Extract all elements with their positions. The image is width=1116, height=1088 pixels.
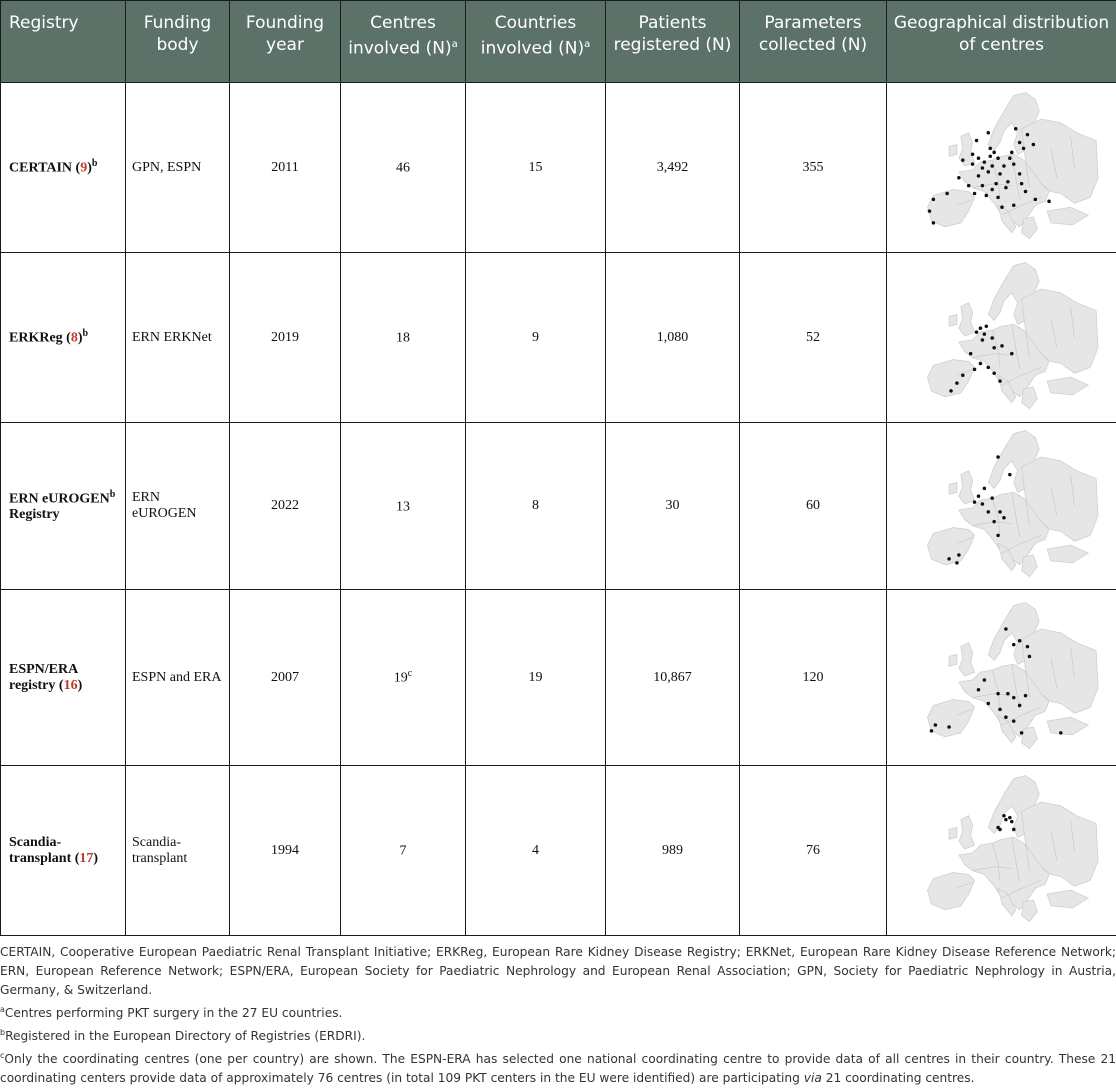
table-row (1, 423, 1116, 590)
centre-dot (1047, 199, 1051, 203)
centre-dot (1010, 150, 1014, 154)
cell-registry: Scandia-transplant (17) (1, 766, 126, 936)
centre-dot (968, 351, 972, 355)
centre-dot (947, 557, 951, 561)
centre-dot (998, 379, 1002, 383)
centre-dot (1019, 731, 1023, 735)
centre-dot (1021, 146, 1025, 150)
cell-patients: 10,867 (606, 590, 740, 766)
centre-dot (961, 158, 965, 162)
europe-map-icon (904, 771, 1100, 931)
centre-dot (1000, 205, 1004, 209)
centre-dot (996, 455, 1000, 459)
cell-founding-year: 1994 (230, 766, 341, 936)
centre-dot (1033, 197, 1037, 201)
centre-dot (1025, 132, 1029, 136)
centre-dot (996, 534, 1000, 538)
centre-dot (1027, 654, 1031, 658)
cell-parameters: 355 (740, 83, 887, 253)
cell-map (887, 766, 1116, 936)
centre-dot (955, 561, 959, 565)
centre-dot (1008, 473, 1012, 477)
centre-dot (947, 725, 951, 729)
cell-patients: 3,492 (606, 83, 740, 253)
cell-funding-body: ERN ERKNet (126, 253, 230, 423)
centre-dot (986, 701, 990, 705)
centre-dot (1017, 638, 1021, 642)
centre-dot (1000, 344, 1004, 348)
table-footnotes (0, 943, 1116, 1088)
centre-dot (955, 381, 959, 385)
map-landmass (958, 302, 974, 335)
europe-map-icon (904, 258, 1100, 418)
centre-dot (966, 183, 970, 187)
table-row (1, 253, 1116, 423)
map-landmass (1021, 555, 1037, 577)
centre-dot (978, 326, 982, 330)
map-landmass (958, 132, 974, 165)
map-landmass (1047, 545, 1088, 563)
reference-link[interactable]: 8 (70, 330, 78, 346)
map-landmass (958, 815, 974, 848)
map-landmass (1021, 727, 1037, 749)
centre-dot (1013, 127, 1017, 131)
map-landmass (949, 827, 957, 839)
centre-dot (1002, 516, 1006, 520)
centre-dot (949, 389, 953, 393)
centre-dot (961, 373, 965, 377)
cell-founding-year: 2019 (230, 253, 341, 423)
centre-dot (990, 496, 994, 500)
header-patients-registered: Patients registered (N) (606, 1, 740, 83)
cell-founding-year: 2011 (230, 83, 341, 253)
cell-funding-body: GPN, ESPN (126, 83, 230, 253)
europe-map-icon (904, 598, 1100, 758)
map-landmass (927, 189, 974, 226)
cell-parameters: 52 (740, 253, 887, 423)
cell-founding-year: 2022 (230, 423, 341, 590)
centre-dot (980, 338, 984, 342)
reference-link[interactable]: 9 (80, 160, 88, 176)
map-landmass (1021, 387, 1037, 409)
cell-map (887, 253, 1116, 423)
cell-countries: 9 (466, 253, 606, 423)
centre-dot (970, 152, 974, 156)
centre-dot (929, 729, 933, 733)
cell-patients: 30 (606, 423, 740, 590)
centre-dot (986, 510, 990, 514)
centre-dot (974, 138, 978, 142)
centre-dot (998, 510, 1002, 514)
centre-dot (992, 150, 996, 154)
centre-dot (1011, 203, 1015, 207)
map-landmass (949, 144, 957, 156)
centre-dot (976, 494, 980, 498)
centre-dot (998, 707, 1002, 711)
cell-map (887, 590, 1116, 766)
cell-parameters: 60 (740, 423, 887, 590)
centre-dot (984, 324, 988, 328)
footnote-b: $^b$Registered in the European Directory of Registries (ERDRI). (0, 1028, 366, 1044)
cell-countries: 4 (466, 766, 606, 936)
centre-dot (972, 191, 976, 195)
cell-registry: ERKReg $(8)^b$ (1, 253, 126, 423)
centre-dot (1017, 703, 1021, 707)
map-landmass (949, 482, 957, 494)
centre-dot (1010, 351, 1014, 355)
centre-dot (1004, 627, 1008, 631)
table-row (1, 590, 1116, 766)
map-landmass (1047, 717, 1088, 735)
map-landmass (927, 872, 974, 909)
centre-dot (986, 365, 990, 369)
centre-dot (996, 691, 1000, 695)
centre-dot (1017, 172, 1021, 176)
cell-registry: CERTAIN $(9)^b$ (1, 83, 126, 253)
centre-dot (945, 191, 949, 195)
centre-dot (957, 176, 961, 180)
centre-dot (1008, 156, 1012, 160)
cell-map (887, 423, 1116, 590)
centre-dot (980, 183, 984, 187)
centre-dot (990, 164, 994, 168)
centre-dot (1010, 819, 1014, 823)
map-landmass (958, 471, 974, 504)
centre-dot (1011, 827, 1015, 831)
centre-dot (980, 502, 984, 506)
header-centres-involved: Centres involved $(N)^a$ (341, 1, 466, 83)
centre-dot (1023, 693, 1027, 697)
centre-dot (996, 195, 1000, 199)
map-landmass (1047, 207, 1088, 225)
centre-dot (1002, 813, 1006, 817)
centre-dot (992, 346, 996, 350)
footnote-c: $^c$Only the coordinating centres (one per country) are shown. The ESPN-ERA has selected one national coordinating centre to provide data of all centres in their country. These 21 coordinating centers provide data of approximately 76 centres (in total 109 PKT centers in the EU were identified) are participating via 21 coordinating centres. (0, 1051, 1116, 1086)
centre-dot (1059, 731, 1063, 735)
cell-patients: 989 (606, 766, 740, 936)
centre-dot (990, 336, 994, 340)
map-landmass (1047, 377, 1088, 395)
centre-dot (988, 146, 992, 150)
centre-dot (1004, 715, 1008, 719)
centre-dot (992, 520, 996, 524)
centre-dot (998, 827, 1002, 831)
cell-funding-body: Scandia-transplant (126, 766, 230, 936)
centre-dot (931, 221, 935, 225)
abbreviations-note: CERTAIN, Cooperative European Paediatric Renal Transplant Initiative; ERKReg, European Rare Kidney Disease Registry; ERKNet, European Rare Kidney Disease Reference Network; ERN, European Reference Network; ESPN/ERA, European Society for Paediatric Nephrology and European Renal Association; GPN, Society for Paediatric Nephrology in Austria, Germany, & Switzerland. (0, 945, 1116, 997)
reference-link[interactable]: 16 (63, 677, 78, 693)
centre-dot (931, 197, 935, 201)
cell-funding-body: ESPN and ERA (126, 590, 230, 766)
map-landmass (927, 528, 974, 565)
centre-dot (1004, 185, 1008, 189)
europe-map-icon (904, 88, 1100, 248)
centre-dot (996, 156, 1000, 160)
cell-centres: 18 (341, 253, 466, 423)
centre-dot (976, 174, 980, 178)
map-landmass (1021, 217, 1037, 239)
header-parameters-collected: Parameters collected (N) (740, 1, 887, 83)
centre-dot (1031, 142, 1035, 146)
header-funding-body: Funding body (126, 1, 230, 83)
map-landmass (927, 699, 974, 736)
centre-dot (1006, 179, 1010, 183)
cell-countries: 15 (466, 83, 606, 253)
centre-dot (986, 170, 990, 174)
cell-parameters: 76 (740, 766, 887, 936)
centre-dot (978, 361, 982, 365)
centre-dot (976, 687, 980, 691)
cell-map (887, 83, 1116, 253)
map-landmass (949, 654, 957, 666)
cell-founding-year: 2007 (230, 590, 341, 766)
centre-dot (1019, 181, 1023, 185)
centre-dot (1006, 691, 1010, 695)
centre-dot (982, 160, 986, 164)
header-geographical-distribution: Geographical distribution of centres (887, 1, 1116, 83)
cell-registry: ERN eUROGEN$^b$ Registry (1, 423, 126, 590)
centre-dot (976, 156, 980, 160)
map-landmass (1021, 900, 1037, 922)
cell-countries: 8 (466, 423, 606, 590)
centre-dot (988, 154, 992, 158)
header-countries-involved: Countries involved $(N)^a$ (466, 1, 606, 83)
centre-dot (986, 130, 990, 134)
header-founding-year: Founding year (230, 1, 341, 83)
centre-dot (1004, 817, 1008, 821)
table-row (1, 766, 1116, 936)
centre-dot (970, 162, 974, 166)
centre-dot (982, 678, 986, 682)
centre-dot (980, 166, 984, 170)
centre-dot (1017, 140, 1021, 144)
centre-dot (998, 172, 1002, 176)
cell-centres: 13 (341, 423, 466, 590)
centre-dot (982, 487, 986, 491)
centre-dot (927, 209, 931, 213)
centre-dot (984, 193, 988, 197)
centre-dot (957, 553, 961, 557)
header-registry: Registry (1, 1, 126, 83)
map-landmass (949, 314, 957, 326)
cell-centres: 7 (341, 766, 466, 936)
cell-patients: 1,080 (606, 253, 740, 423)
centre-dot (933, 723, 937, 727)
centre-dot (1011, 695, 1015, 699)
reference-link[interactable]: 17 (79, 850, 94, 866)
centre-dot (972, 367, 976, 371)
centre-dot (1025, 644, 1029, 648)
cell-parameters: 120 (740, 590, 887, 766)
cell-centres: 46 (341, 83, 466, 253)
cell-funding-body: ERN eUROGEN (126, 423, 230, 590)
centre-dot (1008, 815, 1012, 819)
centre-dot (994, 181, 998, 185)
footnote-a: $^a$Centres performing PKT surgery in the 27 EU countries. (0, 1005, 343, 1021)
centre-dot (1011, 162, 1015, 166)
centre-dot (990, 187, 994, 191)
cell-countries: 19 (466, 590, 606, 766)
centre-dot (992, 371, 996, 375)
centre-dot (1011, 642, 1015, 646)
header-row (1, 1, 1116, 83)
centre-dot (1023, 189, 1027, 193)
cell-registry: ESPN/ERA registry (16) (1, 590, 126, 766)
map-landmass (1047, 890, 1088, 908)
cell-centres: 19$^c$ (341, 590, 466, 766)
centre-dot (974, 330, 978, 334)
centre-dot (1002, 164, 1006, 168)
centre-dot (972, 500, 976, 504)
europe-map-icon (904, 426, 1100, 586)
table-row (1, 83, 1116, 253)
centre-dot (982, 332, 986, 336)
centre-dot (1011, 719, 1015, 723)
map-landmass (958, 642, 974, 675)
